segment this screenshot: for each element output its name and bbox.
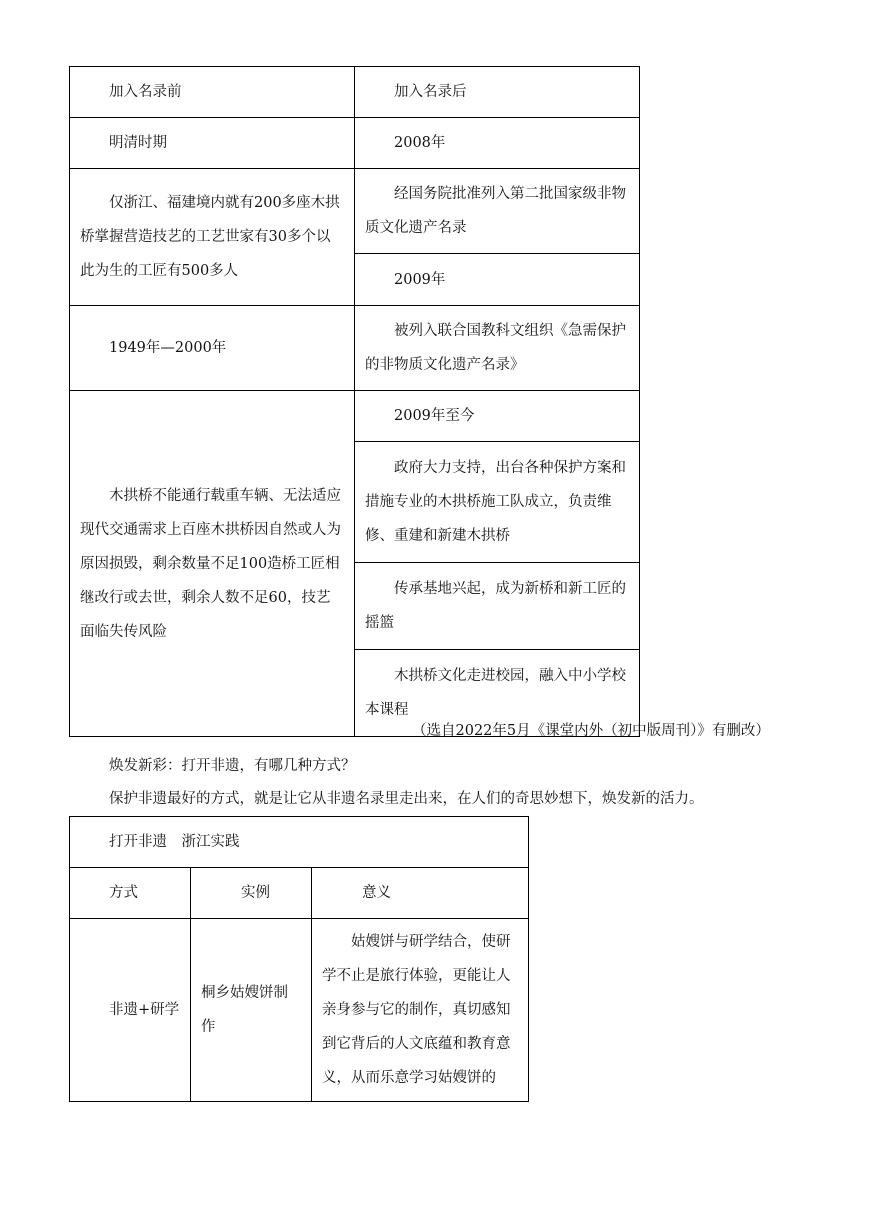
paragraph-answer: 保护非遗最好的方式，就是让它从非遗名录里走出来，在人们的奇思妙想下，焕发新的活力。	[109, 791, 704, 807]
period-ming-qing: 明清时期	[70, 118, 355, 169]
meaning-text: 姑嫂饼与研学结合，使研学不止是旅行体验，更能让人亲身参与它的制作，真切感知到它背后的人文底蕴和教育意义，从而乐意学习姑嫂饼的	[312, 919, 529, 1102]
header-after: 加入名录后	[355, 67, 640, 118]
method-research: 非遗+研学	[70, 919, 191, 1102]
since-2009: 2009年至今	[355, 391, 640, 442]
header-example: 实例	[191, 868, 312, 919]
decline-description: 木拱桥不能通行载重车辆、无法适应现代交通需求上百座木拱桥因自然或人为原因损毁，剩余数量不足100造桥工匠相继改行或去世，剩余人数不足60，技艺面临失传风险	[70, 391, 355, 737]
header-before: 加入名录前	[70, 67, 355, 118]
example-tongxiang-cake: 桐乡姑嫂饼制作	[191, 919, 312, 1102]
pre-listing-status: 仅浙江、福建境内就有200多座木拱桥掌握营造技艺的工艺世家有30多个以此为生的工匠有500多人	[70, 169, 355, 306]
unesco-listing: 被列入联合国教科文组织《急需保护的非物质文化遗产名录》	[355, 306, 640, 391]
inheritance-base: 传承基地兴起，成为新桥和新工匠的摇篮	[355, 563, 640, 650]
header-meaning: 意义	[312, 868, 529, 919]
header-method: 方式	[70, 868, 191, 919]
zhejiang-practice-table	[69, 816, 529, 1102]
period-1949-2000: 1949年—2000年	[70, 306, 355, 391]
government-support: 政府大力支持，出台各种保护方案和措施专业的木拱桥施工队成立，负责维修、重建和新建木拱桥	[355, 442, 640, 563]
bridge-history-table	[69, 66, 640, 737]
paragraph-question: 焕发新彩：打开非遗，有哪几种方式？	[109, 758, 356, 774]
table-title: 打开非遗 浙江实践	[70, 817, 529, 868]
year-2009: 2009年	[355, 254, 640, 306]
national-listing: 经国务院批准列入第二批国家级非物质文化遗产名录	[355, 169, 640, 254]
source-note: （选自2022年5月《课堂内外（初中版周刊）》有删改）	[412, 723, 770, 739]
year-2008: 2008年	[355, 118, 640, 169]
campus-culture: 木拱桥文化走进校园，融入中小学校本课程	[355, 650, 640, 737]
